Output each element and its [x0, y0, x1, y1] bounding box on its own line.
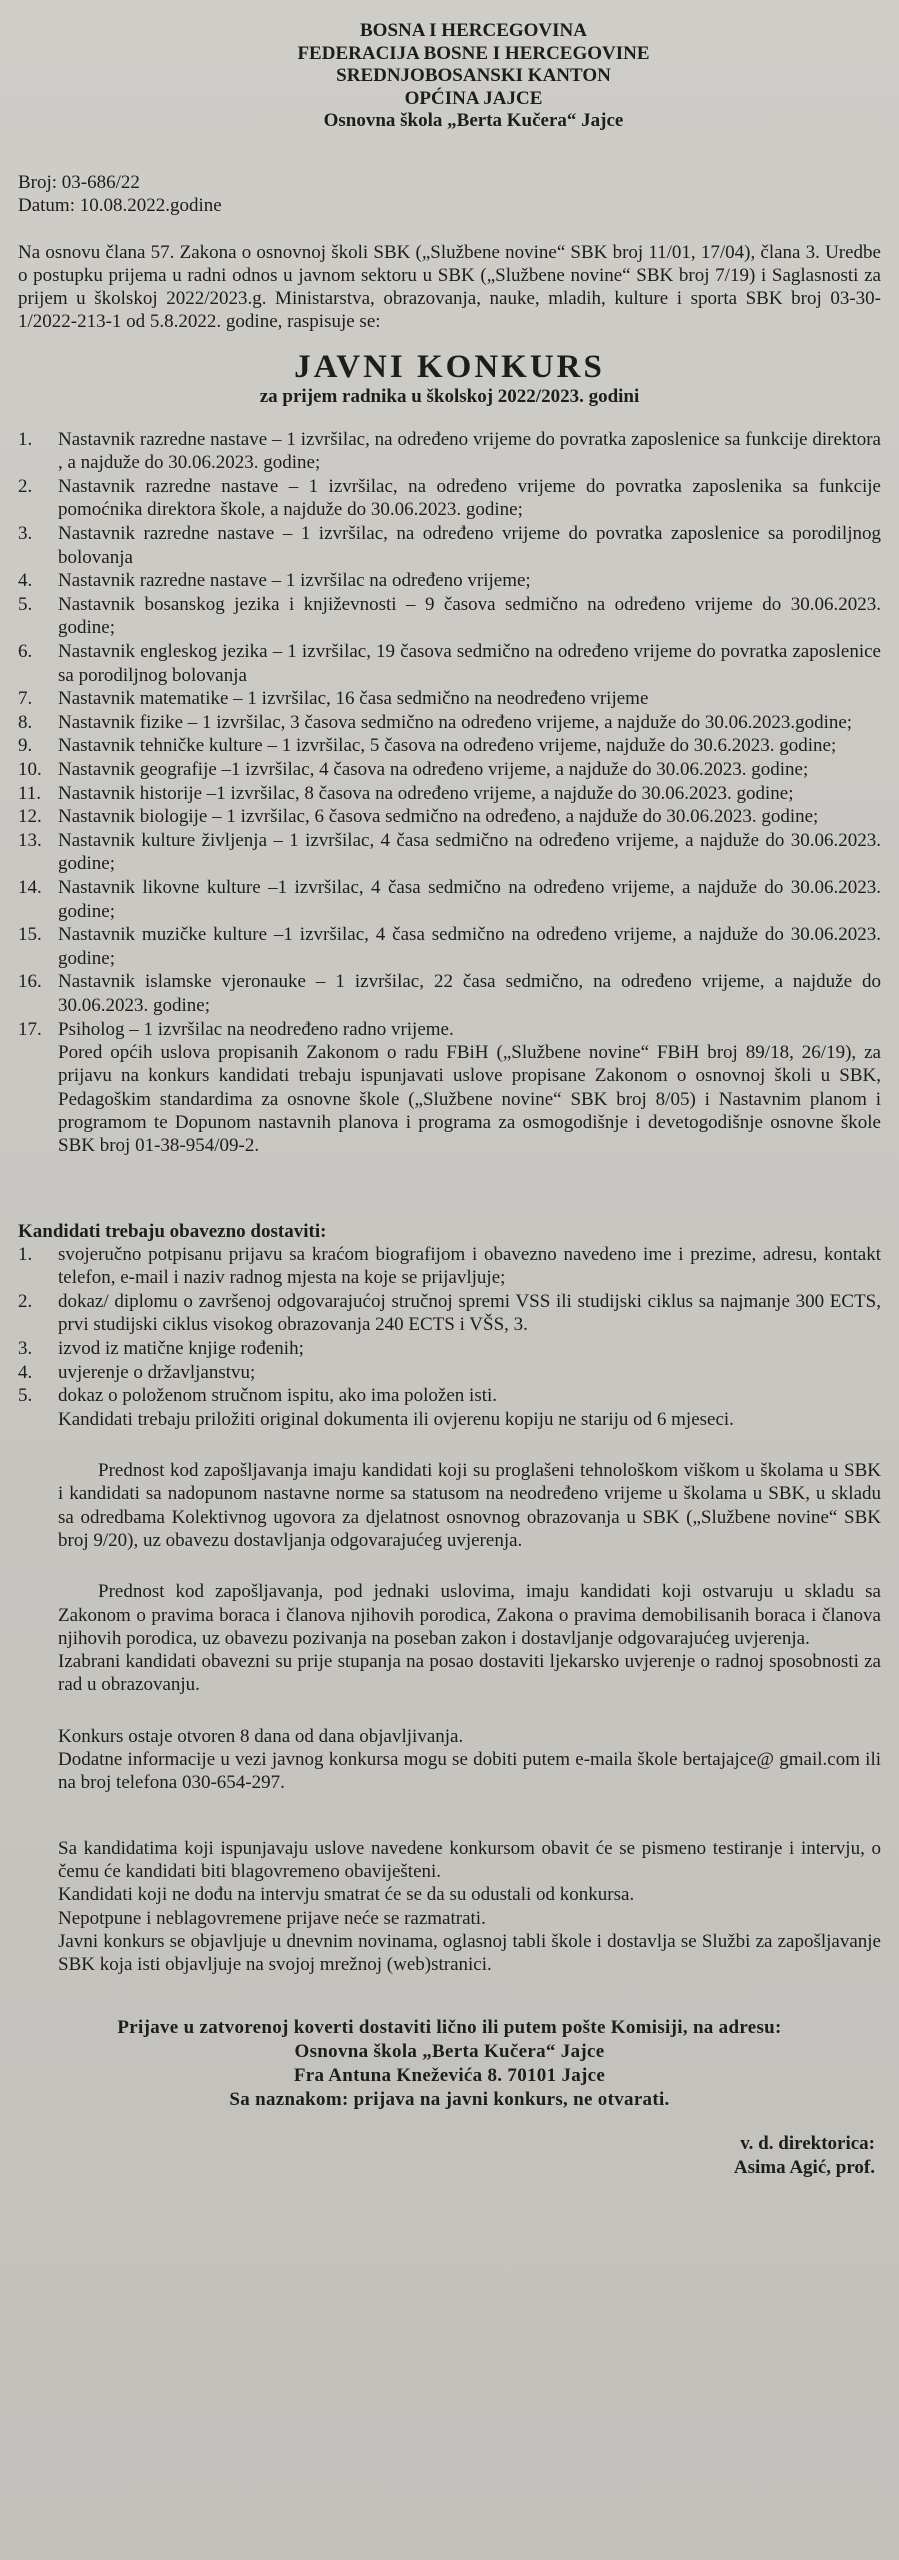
position-number: 10.	[18, 759, 42, 780]
document-number: Broj: 03-686/22	[18, 171, 140, 193]
document-text: dokaz o položenom stručnom ispitu, ako ima položen isti.	[58, 1385, 498, 1407]
position-item	[18, 640, 881, 687]
published-paragraph: Javni konkurs se objavljuje u dnevnim novinama, oglasnoj tabli škole i dostavlja se Službi za zapošljavanje SBK koja isti objavljuje na svojoj mrežnoj (web)stranici.	[58, 1930, 881, 1976]
header-municipality: OPĆINA JAJCE	[404, 87, 543, 109]
document-number-label: 2.	[18, 1290, 33, 1312]
position-number: 12.	[18, 806, 42, 828]
position-text: Nastavnik matematike – 1 izvršilac, 16 časa sedmično na neodređeno vrijeme	[58, 688, 649, 710]
signature-block	[18, 2132, 881, 2180]
position-text: Nastavnik biologije – 1 izvršilac, 6 časova sedmično na određeno, a najduže do 30.06.2023. godine;	[58, 806, 819, 828]
position-number: 16.	[18, 971, 42, 993]
position-text: Psiholog – 1 izvršilac na neodređeno radno vrijeme.	[58, 1018, 454, 1040]
intro-paragraph: Na osnovu člana 57. Zakona o osnovnoj školi SBK („Službene novine“ SBK broj 11/01, 17/04), člana 3. Uredbe o postupku prijema u radni odnos u javnom sektoru u SBK („Službene novine“ SBK broj 7/19) i Saglasnosti za prijem u školskoj 2022/2023.g. Ministarstva, obrazovanja, nauke, mladih, kulture i sporta SBK broj 03-30-1/2022-213-1 od 5.8.2022. godine, raspisuje se:	[18, 241, 881, 333]
header-country: BOSNA I HERCEGOVINA	[360, 20, 587, 41]
position-item	[18, 970, 881, 1017]
submission-address: Fra Antuna Kneževića 8. 70101 Jajce	[293, 2065, 606, 2087]
documents-list	[18, 1243, 881, 1408]
document-text: dokaz/ diplomu o završenoj odgovarajućoj stručnoj spremi VSS ili studijski ciklus sa najmanje 300 ECTS, prvi studijski ciklus visokog obrazovanja 240 ECTS i VŠS, 3.	[58, 1290, 881, 1336]
position-item	[18, 1018, 881, 1042]
position-text: Nastavnik tehničke kulture – 1 izvršilac, 5 časova na određeno vrijeme, najduže do 30.6.2023. godine;	[58, 735, 837, 757]
document-subtitle: za prijem radnika u školskoj 2022/2023. godini	[259, 385, 640, 407]
position-item	[18, 475, 881, 522]
position-number: 2.	[18, 475, 33, 497]
position-text: Nastavnik razredne nastave – 1 izvršilac na određeno vrijeme;	[58, 570, 531, 592]
noshow-paragraph: Kandidati koji ne dođu na intervju smatrat će se da su odustali od konkursa.	[58, 1884, 635, 1906]
position-text: Nastavnik muzičke kulture –1 izvršilac, 4 časa sedmično na određeno vrijeme, a najduže do 30.06.2023. godine;	[58, 924, 881, 969]
priority-paragraph-2: Prednost kod zapošljavanja, pod jednaki uslovima, imaju kandidati koji ostvaruju u skladu sa Zakonom o pravima boraca i članova njihovih porodica, Zakona o pravima demobilisanih boraca i članova njihovih porodica, uz obavezu pozivanja na poseban zakon i dostavljanje odgovarajućeg uvjerenja.	[58, 1581, 881, 1649]
contact-paragraph: Dodatne informacije u vezi javnog konkursa mogu se dobiti putem e-maila škole bertajajce@ gmail.com ili na broj telefona 030-654-297.	[58, 1749, 881, 1794]
position-item	[18, 782, 881, 806]
position-number: 3.	[18, 523, 33, 545]
position-number: 8.	[18, 711, 33, 733]
position-number: 4.	[18, 570, 33, 592]
position-item	[18, 522, 881, 569]
position-text: Nastavnik razredne nastave – 1 izvršilac, na određeno vrijeme do povratka zaposlenice sa funkcije direktora , a najduže do 30.06.2023. godine;	[58, 428, 881, 474]
medical-paragraph: Izabrani kandidati obavezni su prije stupanja na posao dostaviti ljekarsko uvjerenje o radnoj sposobnosti za rad u obrazovanju.	[58, 1651, 881, 1696]
position-text: Nastavnik kulture življenja – 1 izvršilac, 4 časa sedmično na određeno vrijeme, a najduže do 30.06.2023. godine;	[58, 829, 881, 875]
position-number: 9.	[18, 735, 33, 757]
document-meta	[18, 171, 881, 217]
open-period: Konkurs ostaje otvoren 8 dana od dana objavljivanja.	[58, 1725, 464, 1747]
document-date: Datum: 10.08.2022.godine	[18, 194, 222, 216]
position-item	[18, 569, 881, 593]
header-school: Osnovna škola „Berta Kučera“ Jajce	[323, 110, 624, 131]
position-number: 13.	[18, 829, 42, 851]
document-item	[18, 1337, 881, 1361]
document-text: svojeručno potpisanu prijavu sa kraćom biografijom i obavezno navedeno ime i prezime, adresu, kontakt telefon, e-mail i naziv radnog mjesta na koje se prijavljuje;	[58, 1243, 881, 1289]
submission-instruction: Prijave u zatvorenoj koverti dostaviti lično ili putem pošte Komisiji, na adresu:	[117, 2017, 782, 2039]
position-item	[18, 758, 881, 782]
position-text: Nastavnik engleskog jezika – 1 izvršilac, 19 časova sedmično na određeno vrijeme do povratka zaposlenice sa porodiljnog bolovanja	[58, 641, 881, 686]
documents-heading: Kandidati trebaju obavezno dostaviti:	[18, 1220, 327, 1242]
position-item	[18, 593, 881, 640]
header-federation: FEDERACIJA BOSNE I HERCEGOVINE	[297, 42, 650, 64]
document-title: JAVNI KONKURS	[294, 348, 605, 385]
document-text: uvjerenje o državljanstvu;	[58, 1361, 256, 1383]
position-text: Nastavnik likovne kulture –1 izvršilac, 4 časa sedmično na određeno vrijeme, a najduže do 30.06.2023. godine;	[58, 876, 881, 922]
position-number: 15.	[18, 924, 42, 946]
position-item	[18, 923, 881, 970]
document-number-label: 4.	[18, 1361, 33, 1383]
position-item	[18, 687, 881, 711]
document-text: izvod iz matične knjige rođenih;	[58, 1337, 304, 1359]
testing-paragraph: Sa kandidatima koji ispunjavaju uslove navedene konkursom obavit će se pismeno testiranje i intervju, o čemu će kandidati biti blagovremeno obaviješteni.	[58, 1837, 881, 1882]
position-text: Nastavnik geografije –1 izvršilac, 4 časova na određeno vrijeme, a najduže do 30.06.2023. godine;	[58, 759, 809, 780]
document-item	[18, 1384, 881, 1408]
document-number-label: 1.	[18, 1243, 33, 1265]
document-item	[18, 1361, 881, 1385]
submission-note: Sa naznakom: prijava na javni konkurs, ne otvarati.	[229, 2089, 670, 2111]
position-item	[18, 829, 881, 876]
position-number: 6.	[18, 641, 33, 663]
position-text: Nastavnik razredne nastave – 1 izvršilac, na određeno vrijeme do povratka zaposlenice sa porodiljnog bolovanja	[58, 523, 881, 568]
position-number: 11.	[18, 782, 42, 804]
position-number: 5.	[18, 593, 33, 615]
position-text: Nastavnik razredne nastave – 1 izvršilac, na određeno vrijeme do povratka zaposlenika sa funkcije pomoćnika direktora škole, a najduže do 30.06.2023. godine;	[58, 475, 881, 521]
position-number: 7.	[18, 688, 33, 710]
signature-name: Asima Agić, prof.	[733, 2157, 875, 2179]
document-item	[18, 1243, 881, 1290]
header-canton: SREDNJOBOSANSKI KANTON	[336, 65, 611, 86]
position-number: 14.	[18, 876, 42, 898]
position-item	[18, 711, 881, 735]
positions-list	[18, 428, 881, 1041]
incomplete-paragraph: Nepotpune i neblagovremene prijave neće se razmatrati.	[58, 1907, 486, 1929]
document-number-label: 5.	[18, 1385, 33, 1407]
position-item	[18, 734, 881, 758]
conditions-paragraph: Pored općih uslova propisanih Zakonom o radu FBiH („Službene novine“ FBiH broj 89/18, 26/19), za prijavu na konkurs kandidati trebaju ispunjavati uslove propisane Zakonom o osnovnoj školi u SBK, Pedagoškim standardima za osnovne škole („Službene novine“ SBK broj 8/05) i Nastavnim planom i programom te Dopunom nastavnih planova i programa za osmogodišnje i devetogodišnje osnovne škole SBK broj 01-38-954/09-2.	[58, 1042, 881, 1157]
position-number: 1.	[18, 428, 33, 450]
position-text: Nastavnik bosanskog jezika i književnosti – 9 časova sedmično na određeno vrijeme do 30.06.2023. godine;	[58, 593, 881, 639]
submission-school: Osnovna škola „Berta Kučera“ Jajce	[294, 2041, 605, 2063]
position-text: Nastavnik fizike – 1 izvršilac, 3 časova sedmično na određeno vrijeme, a najduže do 30.06.2023.godine;	[58, 711, 853, 733]
signature-role: v. d. direktorica:	[740, 2133, 875, 2155]
position-item	[18, 876, 881, 923]
position-text: Nastavnik historije –1 izvršilac, 8 časova na određeno vrijeme, a najduže do 30.06.2023. godine;	[58, 782, 794, 804]
submission-block	[18, 2016, 881, 2112]
position-item	[18, 428, 881, 475]
documents-note: Kandidati trebaju priložiti original dokumenta ili ovjerenu kopiju ne stariju od 6 mjeseci.	[58, 1408, 734, 1430]
document-header	[66, 20, 881, 133]
position-item	[18, 805, 881, 829]
position-number: 17.	[18, 1018, 42, 1040]
document-number-label: 3.	[18, 1337, 33, 1359]
document-item	[18, 1290, 881, 1337]
priority-paragraph-1: Prednost kod zapošljavanja imaju kandidati koji su proglašeni tehnološkom viškom u školama u SBK i kandidati sa nadopunom nastavne norme sa statusom na neodređeno vrijeme u školama u SBK, u skladu sa odredbama Kolektivnog ugovora za djelatnost osnovnog obrazovanja u SBK („Službene novine“ SBK broj 9/20), uz obavezu dostavljanja odgovarajućeg uvjerenja.	[58, 1460, 881, 1551]
position-text: Nastavnik islamske vjeronauke – 1 izvršilac, 22 časa sedmično, na određeno vrijeme, a najduže do 30.06.2023. godine;	[58, 971, 881, 1016]
